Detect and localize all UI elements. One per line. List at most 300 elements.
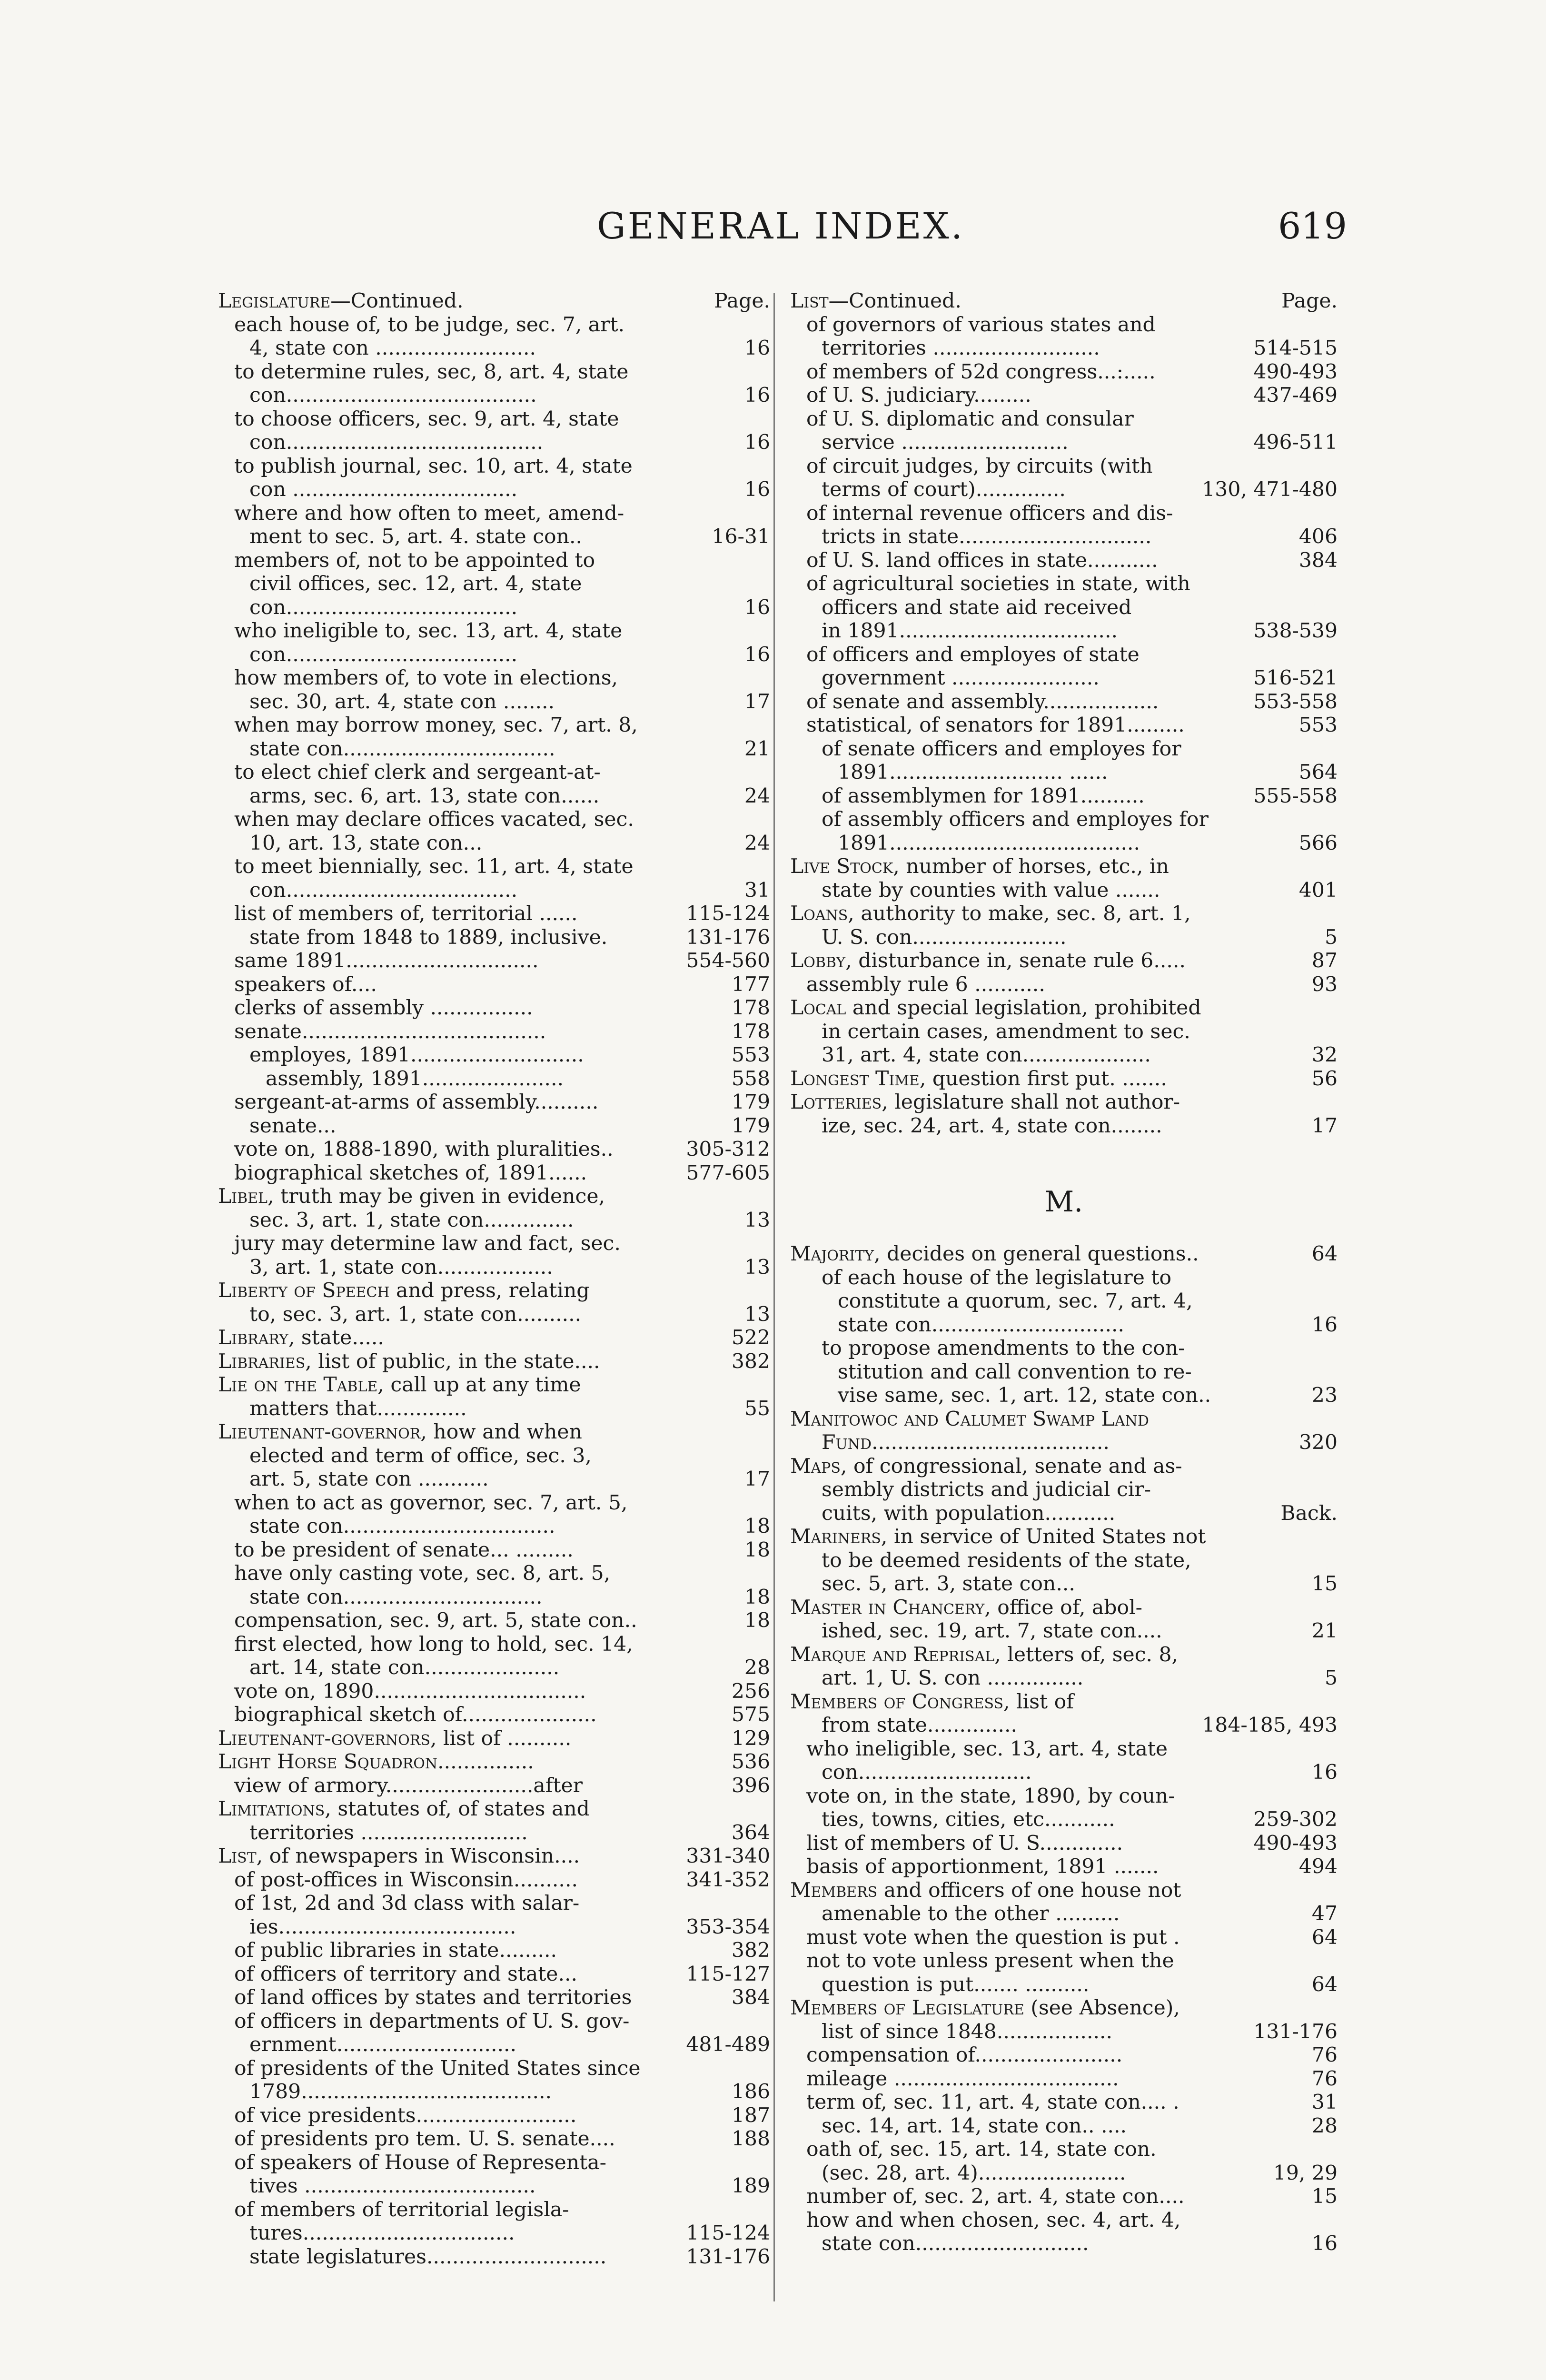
entry-text: speakers of.... <box>234 972 377 996</box>
m-entries <box>790 1242 1338 2256</box>
index-entry-line <box>218 313 770 337</box>
index-entry-line <box>790 1549 1338 1573</box>
page-reference: 15 <box>1311 2185 1338 2208</box>
entry-text: of internal revenue officers and dis- <box>806 501 1173 525</box>
entry-text: of presidents pro tem. U. S. senate.... <box>234 2127 615 2151</box>
index-entry-line <box>790 1761 1338 1785</box>
entry-text: from state.............. <box>822 1714 1018 1737</box>
entry-text: employes, 1891........................... <box>249 1043 584 1067</box>
page-number: 619 <box>1278 205 1347 247</box>
index-entry-line <box>790 2067 1338 2091</box>
page-reference: 87 <box>1311 949 1338 972</box>
entry-text: Lotteries, legislature shall not author- <box>790 1091 1180 1114</box>
page-reference: 131-176 <box>686 925 770 949</box>
entry-text: (sec. 28, art. 4)....................... <box>822 2161 1126 2185</box>
page-reference: 24 <box>744 831 770 855</box>
index-entry-line <box>790 2185 1338 2209</box>
index-entry-line <box>218 1656 770 1680</box>
entry-text: when to act as governor, sec. 7, art. 5, <box>234 1491 628 1515</box>
entry-text: government ....................... <box>822 666 1100 690</box>
page-reference: 179 <box>731 1114 770 1138</box>
entry-heading-term: Lotteries <box>790 1091 882 1114</box>
page-reference: 16 <box>1311 1313 1338 1337</box>
index-entry-line <box>790 478 1338 502</box>
entry-text: Live Stock, number of horses, etc., in <box>790 855 1169 878</box>
page-reference: 131-176 <box>1253 2020 1338 2043</box>
index-entry-line <box>790 1643 1338 1667</box>
entry-text: Members of Legislature (see Absence), <box>790 1996 1180 2020</box>
entry-text: matters that.............. <box>249 1397 467 1420</box>
index-entry-line <box>218 1185 770 1209</box>
entry-text: of presidents of the United States since <box>234 2056 641 2080</box>
index-entry-line <box>218 1750 770 1774</box>
entry-text: view of armory.......................after <box>234 1774 583 1797</box>
l-continued-entries <box>790 289 1338 1138</box>
page-reference: 558 <box>731 1067 770 1091</box>
page-reference: 259-302 <box>1253 1808 1338 1831</box>
index-entry-line <box>790 1455 1338 1478</box>
index-entry-line <box>218 1209 770 1232</box>
entry-text: Maps, of congressional, senate and as- <box>790 1454 1182 1478</box>
page-reference: 384 <box>731 1986 770 2009</box>
entry-text: same 1891.............................. <box>234 949 539 972</box>
index-entry-line <box>790 1067 1338 1091</box>
index-entry-line <box>790 902 1338 926</box>
entry-heading-term: Master in Chancery <box>790 1596 985 1619</box>
index-entry-line <box>790 808 1338 832</box>
entry-text: term of, sec. 11, art. 4, state con.... . <box>806 2091 1179 2114</box>
index-entry-line <box>218 2010 770 2033</box>
index-entry-line <box>218 1373 770 1397</box>
index-entry-line <box>218 1043 770 1067</box>
page-reference: 18 <box>744 1585 770 1609</box>
entry-text: state legislatures............................ <box>249 2245 607 2269</box>
page-reference: Back. <box>1280 1501 1338 1525</box>
entry-text: not to vote unless present when the <box>806 1949 1174 1973</box>
index-entry-line <box>218 1774 770 1798</box>
entry-text: who ineligible, sec. 13, art. 4, state <box>806 1737 1168 1761</box>
index-entry-line <box>790 431 1338 455</box>
page-reference: 187 <box>731 2103 770 2127</box>
entry-text: state con........................... <box>822 2232 1089 2255</box>
page-reference: 23 <box>1311 1384 1338 1407</box>
entry-text: number of, sec. 2, art. 4, state con.... <box>806 2185 1185 2208</box>
index-entry-line <box>790 549 1338 573</box>
index-entry-line <box>790 1596 1338 1620</box>
entry-text: art. 1, U. S. con ............... <box>822 1666 1084 1690</box>
page-reference: 256 <box>731 1679 770 1703</box>
entry-text: Liberty of Speech and press, relating <box>218 1279 590 1302</box>
entry-heading-term: Members of Congress <box>790 1690 1004 1714</box>
entry-text: of each house of the legislature to <box>822 1266 1172 1289</box>
entry-text: art. 5, state con ........... <box>249 1468 489 1491</box>
index-entry-line <box>790 337 1338 360</box>
entry-heading-term: Mariners <box>790 1525 881 1548</box>
index-entry-line <box>218 1868 770 1892</box>
index-entry-line <box>218 1986 770 2010</box>
index-entry-line <box>790 643 1338 667</box>
entry-heading-term: Majority <box>790 1242 874 1266</box>
index-entry-line <box>218 1892 770 1915</box>
entry-text: of members of territorial legisla- <box>234 2198 569 2221</box>
page-reference: 18 <box>744 1538 770 1562</box>
entry-text: sec. 3, art. 1, state con.............. <box>249 1208 574 1232</box>
index-entry-line <box>790 737 1338 761</box>
entry-text: where and how often to meet, amend- <box>234 501 624 525</box>
page-reference: 320 <box>1298 1431 1338 1454</box>
page-reference: 15 <box>1311 1572 1338 1596</box>
index-entry-line <box>218 1609 770 1633</box>
index-entry-line <box>790 832 1338 855</box>
index-entry-line <box>790 384 1338 407</box>
page-reference: 17 <box>744 1468 770 1491</box>
entry-text: to determine rules, sec, 8, art. 4, state <box>234 360 629 384</box>
page-reference: 481-489 <box>686 2033 770 2056</box>
index-entry-line <box>218 832 770 855</box>
index-entry-line <box>790 1266 1338 1290</box>
index-entry-line <box>790 2162 1338 2185</box>
page-reference: 382 <box>731 1939 770 1962</box>
entry-text: 1891....................................... <box>838 831 1140 855</box>
page-reference: 564 <box>1298 761 1338 784</box>
index-entry-line <box>218 384 770 407</box>
page-reference: 16 <box>744 643 770 666</box>
index-entry-line <box>218 2033 770 2057</box>
index-entry-line <box>790 784 1338 808</box>
page-reference: 522 <box>731 1326 770 1349</box>
index-entry-line <box>218 2057 770 2081</box>
entry-heading-term: Manitowoc and Calumet Swamp Land <box>790 1407 1149 1431</box>
entry-heading-term: Liberty of Speech <box>218 1279 390 1302</box>
index-entry-line <box>218 1444 770 1468</box>
page-reference: 516-521 <box>1253 666 1338 690</box>
entry-text: to choose officers, sec. 9, art. 4, state <box>234 407 619 431</box>
index-entry-line <box>218 1562 770 1586</box>
entry-text: vote on, 1888-1890, with pluralities.. <box>234 1138 614 1161</box>
index-entry-line <box>218 1091 770 1114</box>
entry-text: territories .......................... <box>822 337 1100 360</box>
entry-text: con.................................... <box>249 595 518 619</box>
index-entry-line <box>790 1242 1338 1266</box>
index-entry-line <box>790 289 1338 313</box>
index-entry-line <box>790 1879 1338 1903</box>
entry-heading-term: Lieutenant-governor <box>218 1420 421 1444</box>
index-entry-line <box>218 2151 770 2175</box>
page-reference: 32 <box>1311 1043 1338 1067</box>
index-entry-line <box>218 525 770 549</box>
index-entry-line <box>218 1844 770 1868</box>
entry-text: ize, sec. 24, art. 4, state con........ <box>822 1114 1162 1138</box>
page-title: GENERAL INDEX. <box>596 205 965 247</box>
index-entry-line <box>790 1926 1338 1950</box>
index-entry-line <box>218 879 770 902</box>
entry-text: of land offices by states and territories <box>234 1986 632 2009</box>
index-entry-line <box>790 1666 1338 1690</box>
index-entry-line <box>790 714 1338 737</box>
page-reference: 47 <box>1311 1902 1338 1925</box>
entry-text: who ineligible to, sec. 13, art. 4, state <box>234 619 623 643</box>
index-entry-line <box>218 549 770 573</box>
entry-text: biographical sketch of..................... <box>234 1703 597 1726</box>
page-reference: 115-127 <box>686 1962 770 1986</box>
entry-text: List, of newspapers in Wisconsin.... <box>218 1844 580 1868</box>
index-entry-line <box>790 1313 1338 1337</box>
index-entry-line <box>790 1737 1338 1761</box>
entry-text: to elect chief clerk and sergeant-at- <box>234 761 601 784</box>
index-entry-line <box>790 855 1338 879</box>
page-reference: 401 <box>1298 878 1338 902</box>
page-reference: 553 <box>731 1043 770 1067</box>
page-reference: 28 <box>1311 2114 1338 2138</box>
entry-text: vote on, 1890................................. <box>234 1679 586 1703</box>
entry-text: con....................................... <box>249 384 537 407</box>
entry-text: tives .................................... <box>249 2174 536 2198</box>
index-entry-line <box>218 1256 770 1279</box>
page-reference: 566 <box>1298 831 1338 855</box>
entry-text: ished, sec. 19, art. 7, state con.... <box>822 1619 1162 1643</box>
page-reference: 76 <box>1311 2043 1338 2067</box>
entry-text: state con................................. <box>249 1515 555 1538</box>
index-entry-line <box>790 1020 1338 1044</box>
entry-text: jury may determine law and fact, sec. <box>234 1232 621 1255</box>
index-entry-line <box>790 525 1338 549</box>
page-reference: Page. <box>714 289 770 313</box>
entry-text: Members of Congress, list of <box>790 1690 1074 1714</box>
index-entry-line <box>218 784 770 808</box>
page-reference: 64 <box>1311 1973 1338 1996</box>
entry-text: basis of apportionment, 1891 ....... <box>806 1855 1159 1878</box>
index-entry-line <box>790 1360 1338 1384</box>
page-reference: 31 <box>1311 2091 1338 2114</box>
index-entry-line <box>218 926 770 950</box>
index-entry-line <box>218 643 770 667</box>
entry-text: in certain cases, amendment to sec. <box>822 1020 1190 1043</box>
entry-heading-term: Library <box>218 1326 288 1349</box>
entry-text: state by counties with value ....... <box>822 878 1160 902</box>
index-entry-line <box>218 2174 770 2198</box>
page-reference: 364 <box>731 1821 770 1844</box>
index-entry-line <box>790 1572 1338 1596</box>
index-entry-line <box>790 1384 1338 1408</box>
entry-text: of agricultural societies in state, with <box>806 572 1190 595</box>
page-reference: 406 <box>1298 525 1338 548</box>
entry-text: tricts in state.............................. <box>822 525 1152 548</box>
entry-heading-term: Lieutenant-governors <box>218 1726 430 1750</box>
index-entry-line <box>790 2091 1338 2114</box>
entry-heading-term: Marque and Reprisal <box>790 1643 995 1666</box>
entry-text: biographical sketches of, 1891...... <box>234 1161 587 1185</box>
index-entry-line <box>218 902 770 926</box>
entry-text: of U. S. diplomatic and consular <box>806 407 1134 431</box>
page-reference: 17 <box>744 690 770 714</box>
index-entry-line <box>218 1020 770 1044</box>
entry-text: when may declare offices vacated, sec. <box>234 808 634 831</box>
entry-text: of assemblymen for 1891.......... <box>822 784 1145 808</box>
page-reference: 353-354 <box>686 1915 770 1939</box>
index-entry-line <box>218 1350 770 1374</box>
entry-text: to propose amendments to the con- <box>822 1337 1185 1360</box>
index-entry-line <box>218 1515 770 1538</box>
index-entry-line <box>790 1855 1338 1879</box>
entry-text: ment to sec. 5, art. 4. state con.. <box>249 525 582 548</box>
left-index-column <box>218 289 770 2269</box>
entry-text: in 1891.................................. <box>822 619 1118 643</box>
index-entry-line <box>218 1586 770 1609</box>
page-reference: 490-493 <box>1253 360 1338 384</box>
entry-text: of senate and assembly.................. <box>806 690 1159 714</box>
page-reference: 16 <box>744 384 770 407</box>
entry-text: con........................... <box>822 1761 1032 1784</box>
entry-text: arms, sec. 6, art. 13, state con...... <box>249 784 600 808</box>
page-reference: 16 <box>744 595 770 619</box>
index-entry-line <box>218 1397 770 1421</box>
entry-text: civil offices, sec. 12, art. 4, state <box>249 572 582 595</box>
page-reference: 437-469 <box>1253 384 1338 407</box>
index-entry-line <box>218 2127 770 2151</box>
entry-text: of post-offices in Wisconsin.......... <box>234 1868 578 1892</box>
index-entry-line <box>218 1797 770 1821</box>
index-entry-line <box>218 572 770 596</box>
entry-text: to be deemed residents of the state, <box>822 1548 1191 1572</box>
page-reference: 21 <box>1311 1619 1338 1643</box>
entry-text: 31, art. 4, state con.................... <box>822 1043 1151 1067</box>
index-entry-line <box>790 1808 1338 1832</box>
index-entry-line <box>218 761 770 784</box>
index-entry-line <box>218 337 770 360</box>
page-reference: 189 <box>731 2174 770 2198</box>
entry-text: Mariners, in service of United States not <box>790 1525 1206 1548</box>
index-entry-line <box>218 289 770 313</box>
entry-text: service .......................... <box>822 431 1069 454</box>
index-entry-line <box>790 949 1338 973</box>
entry-text: 4, state con ......................... <box>249 337 536 360</box>
index-entry-line <box>790 1114 1338 1138</box>
entry-text: how and when chosen, sec. 4, art. 4, <box>806 2208 1181 2232</box>
entry-text: Light Horse Squadron............... <box>218 1750 534 1774</box>
index-entry-line <box>218 455 770 478</box>
index-entry-line <box>218 1939 770 1963</box>
entry-text: each house of, to be judge, sec. 7, art. <box>234 313 625 337</box>
index-entry-line <box>218 1326 770 1350</box>
index-entry-line <box>218 2221 770 2245</box>
entry-text: mileage ................................... <box>806 2067 1119 2091</box>
entry-text: Marque and Reprisal, letters of, sec. 8, <box>790 1643 1179 1666</box>
entry-text: Library, state..... <box>218 1326 384 1349</box>
index-entry-line <box>218 478 770 502</box>
index-entry-line <box>790 2020 1338 2044</box>
entry-text: state con.............................. <box>838 1313 1125 1337</box>
page-reference: 28 <box>744 1656 770 1679</box>
entry-heading-term: Legislature <box>218 289 331 313</box>
entry-text: territories .......................... <box>249 1821 528 1844</box>
entry-text: sec. 5, art. 3, state con... <box>822 1572 1075 1596</box>
page-reference: 115-124 <box>686 902 770 925</box>
page-reference: 93 <box>1311 972 1338 996</box>
page-reference: 19, 29 <box>1273 2161 1338 2185</box>
entry-text: stitution and call convention to re- <box>838 1360 1192 1384</box>
index-entry-line <box>218 2198 770 2222</box>
entry-text: Lieutenant-governors, list of .......... <box>218 1726 572 1750</box>
entry-text: of officers in departments of U. S. gov- <box>234 2009 630 2033</box>
page-reference: 490-493 <box>1253 1831 1338 1855</box>
entry-text: clerks of assembly ................ <box>234 996 533 1020</box>
index-entry-line <box>790 2209 1338 2232</box>
entry-text: to publish journal, sec. 10, art. 4, state <box>234 454 633 478</box>
entry-text: sec. 14, art. 14, state con.. .... <box>822 2114 1127 2138</box>
page-reference: 115-124 <box>686 2221 770 2245</box>
index-entry-line <box>218 808 770 832</box>
index-entry-line <box>218 1303 770 1327</box>
entry-text: assembly rule 6 ........... <box>806 972 1045 996</box>
index-entry-line <box>790 2043 1338 2067</box>
entry-text: Majority, decides on general questions.. <box>790 1242 1199 1266</box>
entry-text: of assembly officers and employes for <box>822 808 1209 831</box>
index-entry-line <box>218 1821 770 1845</box>
entry-text: ernment............................ <box>249 2033 517 2056</box>
index-entry-line <box>218 855 770 879</box>
index-entry-line <box>218 973 770 997</box>
entry-text: of 1st, 2d and 3d class with salar- <box>234 1892 580 1915</box>
entry-text: of officers of territory and state... <box>234 1962 577 1986</box>
entry-text: question is put....... .......... <box>822 1973 1090 1996</box>
right-index-column <box>790 289 1338 2256</box>
index-entry-line <box>218 1680 770 1704</box>
index-entry-line <box>218 619 770 643</box>
index-entry-line <box>790 666 1338 690</box>
page-reference: 18 <box>744 1609 770 1632</box>
index-entry-line <box>790 1478 1338 1502</box>
entry-text: compensation of....................... <box>806 2043 1123 2067</box>
entry-heading-term: Fund <box>822 1431 872 1454</box>
page-reference: 21 <box>744 737 770 761</box>
index-entry-line <box>218 737 770 761</box>
index-entry-line <box>790 2232 1338 2256</box>
page-reference: 494 <box>1298 1855 1338 1878</box>
index-entry-line <box>790 407 1338 431</box>
entry-heading-term: Members <box>790 1878 878 1902</box>
page-reference: 514-515 <box>1253 337 1338 360</box>
index-entry-line <box>218 1963 770 1986</box>
index-entry-line <box>218 1279 770 1303</box>
index-entry-line <box>790 572 1338 596</box>
index-entry-line <box>790 502 1338 526</box>
index-entry-line <box>218 2245 770 2269</box>
page-reference: 16-31 <box>712 525 770 548</box>
index-entry-line <box>218 1232 770 1256</box>
entry-text: amenable to the other .......... <box>822 1902 1120 1925</box>
page-reference: 129 <box>731 1726 770 1750</box>
page-reference: 64 <box>1311 1242 1338 1266</box>
entry-text: of public libraries in state......... <box>234 1939 557 1962</box>
entry-text: tures................................. <box>249 2221 515 2245</box>
page-reference: 16 <box>744 337 770 360</box>
index-entry-line <box>218 690 770 714</box>
page-reference: 16 <box>1311 1761 1338 1784</box>
index-entry-line <box>790 2138 1338 2162</box>
index-entry-line <box>218 2104 770 2128</box>
entry-text: list of members of U. S............. <box>806 1831 1123 1855</box>
page-reference: 384 <box>1298 548 1338 572</box>
index-entry-line <box>218 1420 770 1444</box>
entry-text: state con................................. <box>249 737 555 761</box>
entry-text: elected and term of office, sec. 3, <box>249 1444 592 1468</box>
index-entry-line <box>218 407 770 431</box>
index-entry-line <box>218 1161 770 1185</box>
page-reference: 575 <box>731 1703 770 1726</box>
entry-text: oath of, sec. 15, art. 14, state con. <box>806 2138 1157 2161</box>
entry-text: ties, towns, cities, etc........... <box>822 1808 1115 1831</box>
index-entry-line <box>218 431 770 455</box>
